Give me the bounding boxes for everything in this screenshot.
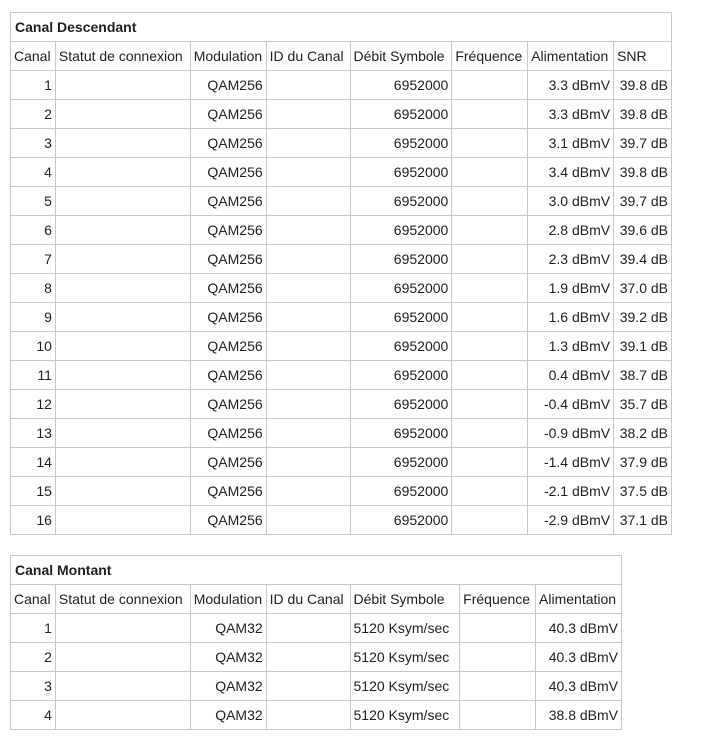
downstream-table <box>10 12 672 535</box>
upstream-row <box>11 614 622 643</box>
downstream-cell-modulation: QAM256 <box>190 71 266 100</box>
upstream-header-debit: Débit Symbole <box>350 585 460 614</box>
upstream-cell-debit: 5120 Ksym/sec <box>350 643 460 672</box>
upstream-cell-id <box>266 672 350 701</box>
downstream-cell-frequence <box>452 303 528 332</box>
downstream-cell-id <box>266 216 350 245</box>
downstream-cell-statut <box>55 71 190 100</box>
downstream-cell-frequence <box>452 158 528 187</box>
downstream-cell-id <box>266 187 350 216</box>
downstream-header-debit: Débit Symbole <box>350 42 452 71</box>
downstream-cell-statut <box>55 274 190 303</box>
downstream-cell-debit: 6952000 <box>350 71 452 100</box>
downstream-cell-debit: 6952000 <box>350 390 452 419</box>
downstream-row <box>11 187 672 216</box>
downstream-cell-alimentation: 1.9 dBmV <box>528 274 614 303</box>
downstream-cell-statut <box>55 303 190 332</box>
upstream-cell-id <box>266 614 350 643</box>
downstream-cell-modulation: QAM256 <box>190 100 266 129</box>
downstream-cell-canal: 4 <box>11 158 56 187</box>
downstream-cell-snr: 37.5 dB <box>614 477 672 506</box>
downstream-cell-modulation: QAM256 <box>190 419 266 448</box>
upstream-cell-statut <box>55 701 190 730</box>
downstream-cell-frequence <box>452 274 528 303</box>
upstream-cell-alimentation: 40.3 dBmV <box>536 614 622 643</box>
downstream-cell-frequence <box>452 100 528 129</box>
downstream-cell-id <box>266 274 350 303</box>
downstream-cell-debit: 6952000 <box>350 361 452 390</box>
downstream-cell-statut <box>55 506 190 535</box>
downstream-cell-canal: 12 <box>11 390 56 419</box>
downstream-cell-modulation: QAM256 <box>190 129 266 158</box>
upstream-cell-frequence <box>460 701 536 730</box>
downstream-cell-canal: 2 <box>11 100 56 129</box>
downstream-cell-canal: 14 <box>11 448 56 477</box>
downstream-cell-debit: 6952000 <box>350 419 452 448</box>
downstream-cell-statut <box>55 158 190 187</box>
downstream-header-snr: SNR <box>614 42 672 71</box>
downstream-header-alimentation: Alimentation <box>528 42 614 71</box>
upstream-cell-modulation: QAM32 <box>190 701 266 730</box>
downstream-cell-debit: 6952000 <box>350 187 452 216</box>
downstream-cell-frequence <box>452 332 528 361</box>
downstream-cell-id <box>266 419 350 448</box>
downstream-cell-id <box>266 477 350 506</box>
downstream-cell-snr: 39.6 dB <box>614 216 672 245</box>
downstream-cell-modulation: QAM256 <box>190 390 266 419</box>
downstream-cell-alimentation: 0.4 dBmV <box>528 361 614 390</box>
downstream-cell-snr: 39.7 dB <box>614 187 672 216</box>
upstream-cell-canal: 4 <box>11 701 56 730</box>
downstream-cell-snr: 39.8 dB <box>614 158 672 187</box>
downstream-row <box>11 448 672 477</box>
downstream-row <box>11 274 672 303</box>
upstream-cell-frequence <box>460 614 536 643</box>
downstream-header-modulation: Modulation <box>190 42 266 71</box>
downstream-cell-modulation: QAM256 <box>190 477 266 506</box>
downstream-cell-alimentation: 1.6 dBmV <box>528 303 614 332</box>
upstream-header-canal: Canal <box>11 585 56 614</box>
downstream-row <box>11 506 672 535</box>
upstream-cell-alimentation: 40.3 dBmV <box>536 643 622 672</box>
upstream-row <box>11 672 622 701</box>
upstream-cell-modulation: QAM32 <box>190 614 266 643</box>
downstream-cell-frequence <box>452 419 528 448</box>
downstream-cell-modulation: QAM256 <box>190 506 266 535</box>
downstream-cell-canal: 5 <box>11 187 56 216</box>
downstream-cell-alimentation: -0.4 dBmV <box>528 390 614 419</box>
downstream-header-id: ID du Canal <box>266 42 350 71</box>
downstream-cell-snr: 39.4 dB <box>614 245 672 274</box>
upstream-cell-statut <box>55 614 190 643</box>
downstream-cell-snr: 37.9 dB <box>614 448 672 477</box>
downstream-cell-modulation: QAM256 <box>190 187 266 216</box>
downstream-cell-id <box>266 158 350 187</box>
downstream-cell-debit: 6952000 <box>350 216 452 245</box>
downstream-cell-alimentation: -2.1 dBmV <box>528 477 614 506</box>
downstream-cell-canal: 13 <box>11 419 56 448</box>
downstream-cell-statut <box>55 419 190 448</box>
upstream-cell-debit: 5120 Ksym/sec <box>350 614 460 643</box>
downstream-cell-frequence <box>452 390 528 419</box>
downstream-cell-modulation: QAM256 <box>190 274 266 303</box>
upstream-cell-modulation: QAM32 <box>190 672 266 701</box>
downstream-row <box>11 477 672 506</box>
upstream-cell-id <box>266 643 350 672</box>
downstream-cell-modulation: QAM256 <box>190 332 266 361</box>
downstream-cell-alimentation: -0.9 dBmV <box>528 419 614 448</box>
downstream-cell-id <box>266 361 350 390</box>
downstream-cell-alimentation: 3.0 dBmV <box>528 187 614 216</box>
downstream-row <box>11 129 672 158</box>
downstream-header-frequence: Fréquence <box>452 42 528 71</box>
downstream-cell-frequence <box>452 71 528 100</box>
downstream-row <box>11 361 672 390</box>
downstream-cell-modulation: QAM256 <box>190 361 266 390</box>
upstream-header-alimentation: Alimentation <box>536 585 622 614</box>
downstream-cell-snr: 38.2 dB <box>614 419 672 448</box>
downstream-cell-alimentation: 1.3 dBmV <box>528 332 614 361</box>
downstream-cell-snr: 37.1 dB <box>614 506 672 535</box>
downstream-cell-id <box>266 332 350 361</box>
downstream-cell-canal: 15 <box>11 477 56 506</box>
downstream-cell-canal: 6 <box>11 216 56 245</box>
downstream-cell-alimentation: 3.4 dBmV <box>528 158 614 187</box>
downstream-cell-statut <box>55 129 190 158</box>
downstream-cell-frequence <box>452 187 528 216</box>
downstream-cell-alimentation: 3.3 dBmV <box>528 100 614 129</box>
downstream-cell-debit: 6952000 <box>350 303 452 332</box>
downstream-cell-debit: 6952000 <box>350 477 452 506</box>
upstream-header-statut: Statut de connexion <box>55 585 190 614</box>
downstream-cell-id <box>266 100 350 129</box>
downstream-header-statut: Statut de connexion <box>55 42 190 71</box>
upstream-cell-canal: 2 <box>11 643 56 672</box>
downstream-cell-debit: 6952000 <box>350 245 452 274</box>
downstream-cell-canal: 9 <box>11 303 56 332</box>
downstream-cell-snr: 39.1 dB <box>614 332 672 361</box>
downstream-cell-frequence <box>452 448 528 477</box>
upstream-title: Canal Montant <box>11 556 622 585</box>
upstream-cell-debit: 5120 Ksym/sec <box>350 672 460 701</box>
downstream-cell-frequence <box>452 361 528 390</box>
downstream-cell-snr: 39.7 dB <box>614 129 672 158</box>
downstream-cell-frequence <box>452 477 528 506</box>
downstream-row <box>11 216 672 245</box>
downstream-title: Canal Descendant <box>11 13 672 42</box>
downstream-cell-statut <box>55 361 190 390</box>
downstream-row <box>11 245 672 274</box>
downstream-cell-modulation: QAM256 <box>190 216 266 245</box>
downstream-cell-debit: 6952000 <box>350 100 452 129</box>
downstream-header-row <box>11 42 672 71</box>
downstream-cell-modulation: QAM256 <box>190 303 266 332</box>
downstream-cell-alimentation: -2.9 dBmV <box>528 506 614 535</box>
downstream-cell-frequence <box>452 245 528 274</box>
downstream-cell-alimentation: 2.3 dBmV <box>528 245 614 274</box>
downstream-cell-id <box>266 245 350 274</box>
upstream-header-id: ID du Canal <box>266 585 350 614</box>
downstream-cell-canal: 11 <box>11 361 56 390</box>
downstream-cell-canal: 8 <box>11 274 56 303</box>
downstream-cell-statut <box>55 390 190 419</box>
upstream-table <box>10 555 622 730</box>
downstream-row <box>11 100 672 129</box>
upstream-cell-frequence <box>460 672 536 701</box>
downstream-cell-debit: 6952000 <box>350 274 452 303</box>
downstream-cell-alimentation: 3.1 dBmV <box>528 129 614 158</box>
downstream-row <box>11 390 672 419</box>
downstream-cell-statut <box>55 216 190 245</box>
downstream-row <box>11 303 672 332</box>
upstream-header-frequence: Fréquence <box>460 585 536 614</box>
downstream-cell-snr: 35.7 dB <box>614 390 672 419</box>
downstream-row <box>11 71 672 100</box>
downstream-cell-debit: 6952000 <box>350 158 452 187</box>
downstream-cell-snr: 38.7 dB <box>614 361 672 390</box>
upstream-cell-statut <box>55 672 190 701</box>
downstream-cell-id <box>266 129 350 158</box>
upstream-cell-canal: 3 <box>11 672 56 701</box>
upstream-cell-modulation: QAM32 <box>190 643 266 672</box>
downstream-cell-snr: 39.2 dB <box>614 303 672 332</box>
upstream-cell-id <box>266 701 350 730</box>
downstream-cell-statut <box>55 477 190 506</box>
upstream-cell-debit: 5120 Ksym/sec <box>350 701 460 730</box>
downstream-cell-snr: 39.8 dB <box>614 71 672 100</box>
upstream-row <box>11 643 622 672</box>
upstream-cell-frequence <box>460 643 536 672</box>
downstream-cell-statut <box>55 245 190 274</box>
downstream-cell-modulation: QAM256 <box>190 245 266 274</box>
downstream-cell-id <box>266 390 350 419</box>
downstream-cell-canal: 3 <box>11 129 56 158</box>
downstream-row <box>11 332 672 361</box>
downstream-cell-canal: 16 <box>11 506 56 535</box>
downstream-cell-snr: 37.0 dB <box>614 274 672 303</box>
upstream-header-modulation: Modulation <box>190 585 266 614</box>
downstream-cell-frequence <box>452 129 528 158</box>
downstream-cell-id <box>266 303 350 332</box>
downstream-cell-statut <box>55 187 190 216</box>
downstream-cell-alimentation: 2.8 dBmV <box>528 216 614 245</box>
downstream-cell-alimentation: -1.4 dBmV <box>528 448 614 477</box>
downstream-cell-statut <box>55 100 190 129</box>
downstream-cell-modulation: QAM256 <box>190 448 266 477</box>
downstream-cell-frequence <box>452 506 528 535</box>
upstream-row <box>11 701 622 730</box>
downstream-cell-id <box>266 448 350 477</box>
downstream-cell-canal: 7 <box>11 245 56 274</box>
downstream-cell-alimentation: 3.3 dBmV <box>528 71 614 100</box>
upstream-cell-canal: 1 <box>11 614 56 643</box>
downstream-row <box>11 419 672 448</box>
downstream-cell-modulation: QAM256 <box>190 158 266 187</box>
downstream-cell-id <box>266 506 350 535</box>
downstream-cell-id <box>266 71 350 100</box>
downstream-cell-debit: 6952000 <box>350 129 452 158</box>
upstream-cell-alimentation: 40.3 dBmV <box>536 672 622 701</box>
downstream-cell-debit: 6952000 <box>350 332 452 361</box>
downstream-header-canal: Canal <box>11 42 56 71</box>
upstream-cell-statut <box>55 643 190 672</box>
downstream-cell-statut <box>55 332 190 361</box>
downstream-cell-frequence <box>452 216 528 245</box>
downstream-cell-debit: 6952000 <box>350 448 452 477</box>
downstream-row <box>11 158 672 187</box>
upstream-cell-alimentation: 38.8 dBmV <box>536 701 622 730</box>
upstream-header-row <box>11 585 622 614</box>
downstream-cell-snr: 39.8 dB <box>614 100 672 129</box>
downstream-cell-statut <box>55 448 190 477</box>
downstream-cell-debit: 6952000 <box>350 506 452 535</box>
downstream-cell-canal: 1 <box>11 71 56 100</box>
downstream-cell-canal: 10 <box>11 332 56 361</box>
